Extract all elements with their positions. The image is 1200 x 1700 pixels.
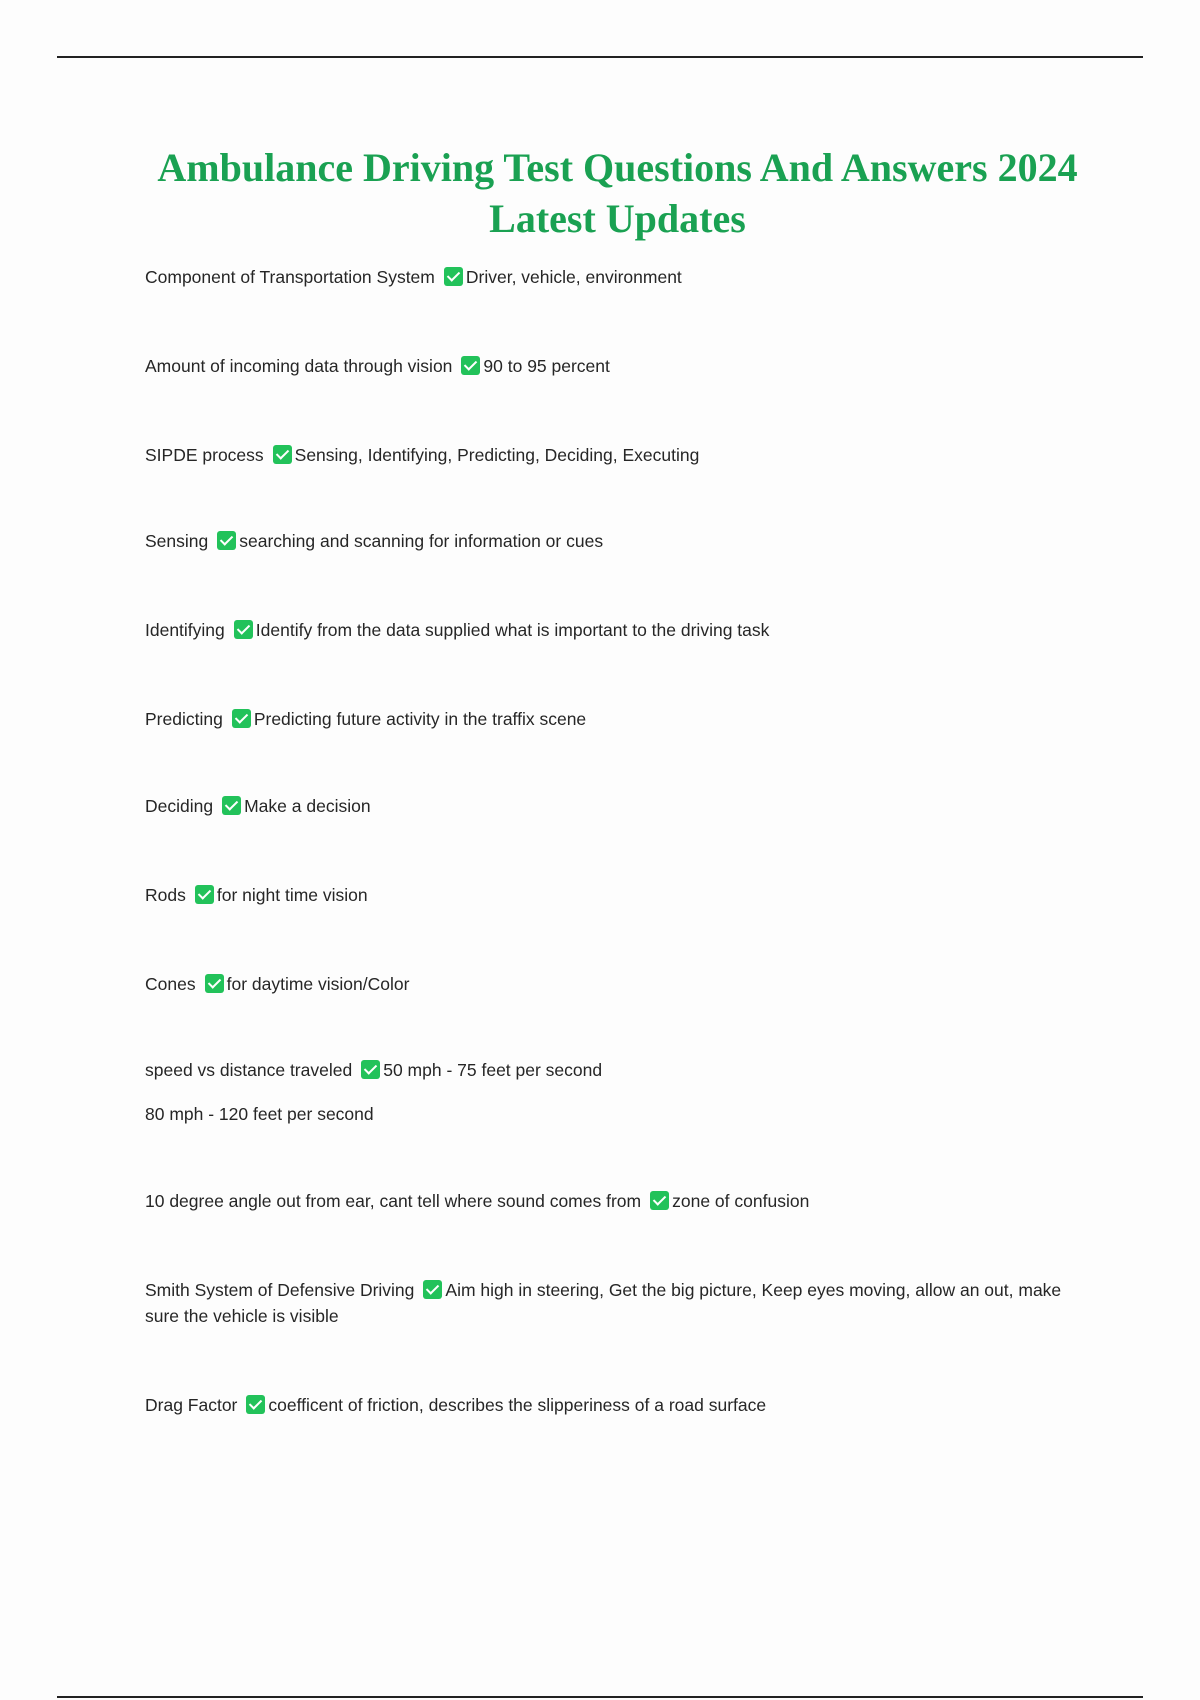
question-text: SIPDE process (145, 445, 264, 465)
qa-item (145, 882, 1075, 908)
answer-continuation: 80 mph - 120 feet per second (145, 1104, 374, 1124)
check-mark-icon (361, 1060, 380, 1079)
question-text: speed vs distance traveled (145, 1060, 353, 1080)
qa-item (145, 1188, 1075, 1214)
check-mark-icon (232, 709, 251, 728)
question-text: Deciding (145, 796, 214, 816)
question-text: 10 degree angle out from ear, cant tell where sound comes from (145, 1191, 642, 1211)
answer-text: for daytime vision/Color (226, 974, 410, 994)
check-mark-icon (217, 531, 236, 550)
question-text: Sensing (145, 531, 209, 551)
check-mark-icon (444, 267, 463, 286)
answer-text: 90 to 95 percent (483, 356, 610, 376)
document-title: Ambulance Driving Test Questions And Answers 2024 Latest Updates (157, 145, 1078, 241)
question-text: Drag Factor (145, 1395, 238, 1415)
qa-item (145, 706, 1075, 732)
check-mark-icon (205, 974, 224, 993)
answer-text: zone of confusion (672, 1191, 810, 1211)
question-text: Amount of incoming data through vision (145, 356, 453, 376)
question-text: Predicting (145, 709, 223, 729)
question-text: Smith System of Defensive Driving (145, 1280, 415, 1300)
answer-text: Predicting future activity in the traffix scene (253, 709, 587, 729)
answer-text: Aim high in steering, Get the big picture, Keep eyes moving, allow an out, make sure the vehicle is visible (145, 1280, 1062, 1326)
check-mark-icon (273, 445, 292, 464)
qa-item (145, 1392, 1075, 1418)
qa-item (145, 1057, 1075, 1083)
answer-text: Make a decision (244, 796, 371, 816)
answer-text: Driver, vehicle, environment (465, 267, 682, 287)
question-text: Identifying (145, 620, 225, 640)
check-mark-icon (234, 620, 253, 639)
qa-item (145, 264, 1075, 290)
qa-item (145, 971, 1075, 997)
qa-item (145, 353, 1075, 379)
answer-text: 50 mph - 75 feet per second (383, 1060, 603, 1080)
qa-item (145, 793, 1075, 819)
qa-item (145, 528, 1075, 554)
answer-text: Sensing, Identifying, Predicting, Deciding, Executing (294, 445, 700, 465)
check-mark-icon (423, 1280, 442, 1299)
check-mark-icon (195, 885, 214, 904)
qa-item (145, 442, 1075, 468)
check-mark-icon (650, 1191, 669, 1210)
answer-text: Identify from the data supplied what is important to the driving task (255, 620, 770, 640)
check-mark-icon (222, 796, 241, 815)
qa-item (145, 1277, 1075, 1329)
question-text: Component of Transportation System (145, 267, 435, 287)
qa-item (145, 617, 1075, 643)
bottom-divider (57, 1696, 1143, 1698)
check-mark-icon (461, 356, 480, 375)
question-text: Rods (145, 885, 186, 905)
answer-text: coefficent of friction, describes the slipperiness of a road surface (268, 1395, 767, 1415)
answer-text: searching and scanning for information or cues (239, 531, 604, 551)
answer-text: for night time vision (216, 885, 368, 905)
top-divider (57, 56, 1143, 58)
check-mark-icon (246, 1395, 265, 1414)
question-text: Cones (145, 974, 196, 994)
